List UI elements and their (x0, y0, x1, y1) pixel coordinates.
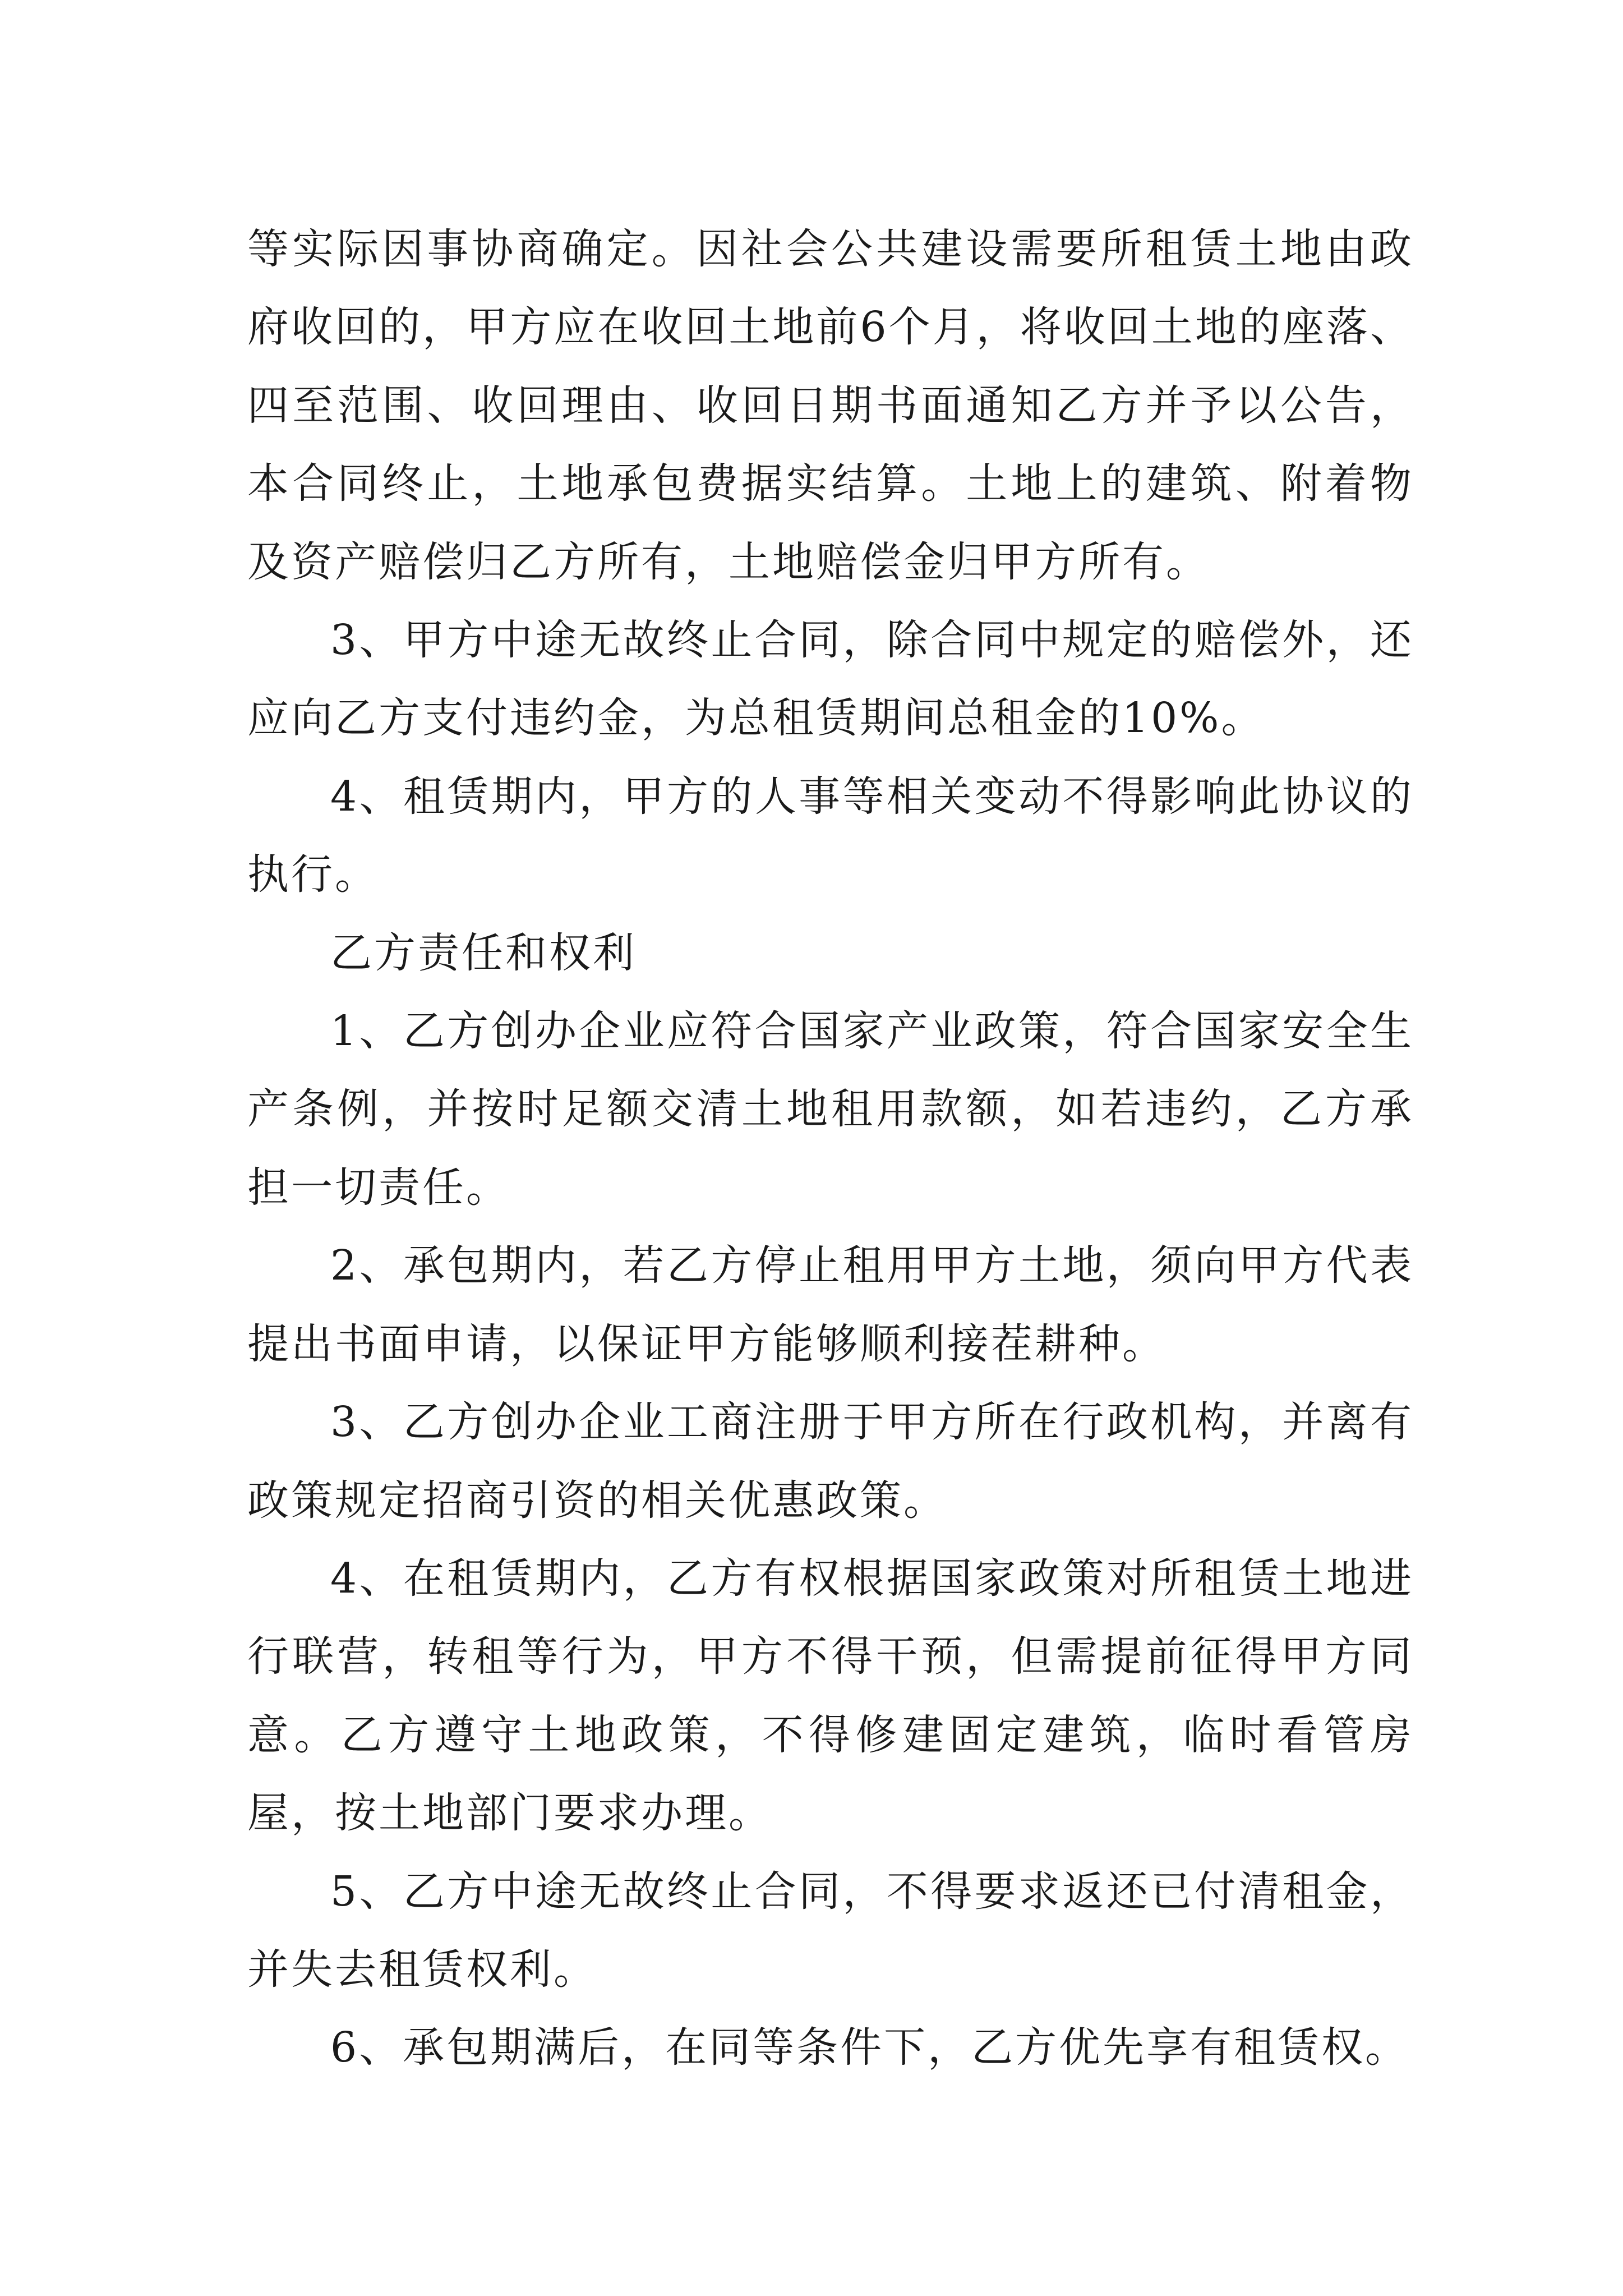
paragraph-continuation: 等实际因事协商确定。因社会公共建设需要所租赁土地由政府收回的，甲方应在收回土地前6个月，将收回土地的座落、四至范围、收回理由、收回日期书面通知乙方并予以公告，本合同终止，土地承包费据实结算。土地上的建筑、附着物及资产赔偿归乙方所有，土地赔偿金归甲方所有。 (247, 225, 1414, 586)
section-heading-party-b: 乙方责任和权利 (330, 928, 637, 977)
paragraph-party-b-clause-5: 5、乙方中途无故终止合同，不得要求返还已付清租金，并失去租赁权利。 (247, 1867, 1414, 1994)
paragraph-party-b-clause-4: 4、在租赁期内，乙方有权根据国家政策对所租赁土地进行联营，转租等行为，甲方不得干预，但需提前征得甲方同意。乙方遵守土地政策，不得修建固定建筑，临时看管房屋，按土地部门要求办理。 (247, 1554, 1414, 1838)
paragraph-party-a-clause-4: 4、租赁期内，甲方的人事等相关变动不得影响此协议的执行。 (247, 772, 1414, 899)
document-body (247, 210, 1414, 2087)
paragraph-party-b-clause-2: 2、承包期内，若乙方停止租用甲方土地，须向甲方代表提出书面申请，以保证甲方能够顺利接茬耕种。 (247, 1241, 1414, 1368)
paragraph-party-b-clause-1: 1、乙方创办企业应符合国家产业政策，符合国家安全生产条例，并按时足额交清土地租用款额，如若违约，乙方承担一切责任。 (247, 1007, 1414, 1212)
paragraph-party-b-clause-3: 3、乙方创办企业工商注册于甲方所在行政机构，并离有政策规定招商引资的相关优惠政策。 (247, 1398, 1414, 1525)
paragraph-party-b-clause-6: 6、承包期满后，在同等条件下，乙方优先享有租赁权。 (330, 2023, 1409, 2072)
paragraph-party-a-clause-3: 3、甲方中途无故终止合同，除合同中规定的赔偿外，还应向乙方支付违约金，为总租赁期间总租金的10%。 (247, 616, 1414, 743)
